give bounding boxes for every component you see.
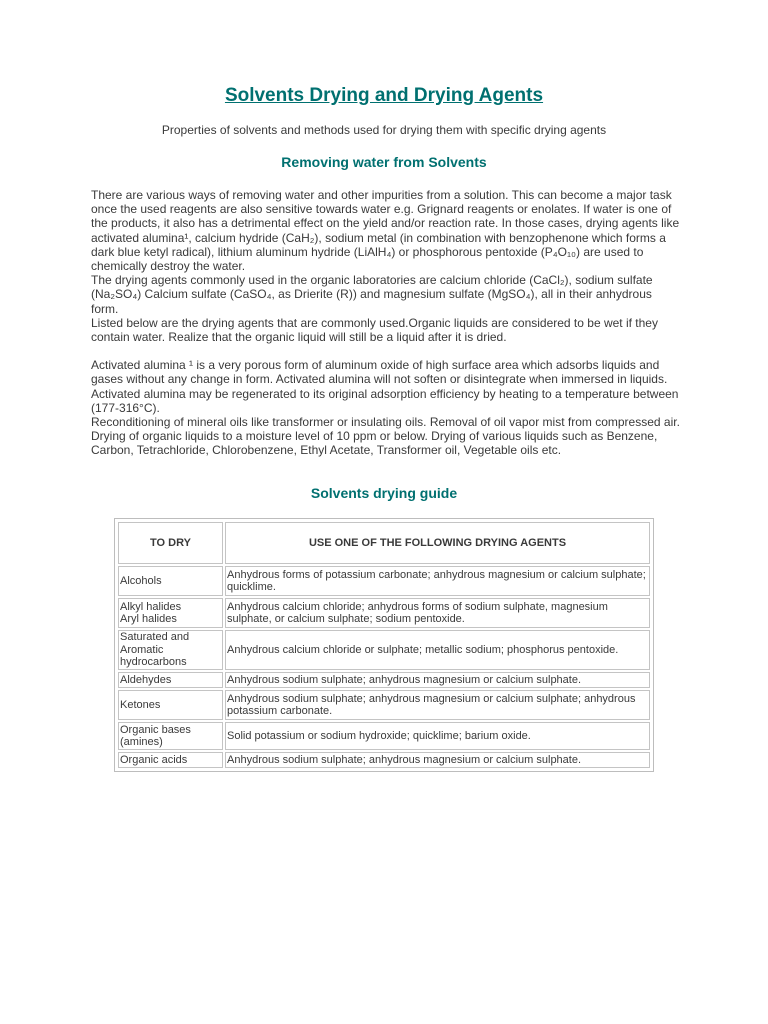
cell-to-dry: Organic acids xyxy=(118,752,223,768)
table-row xyxy=(118,722,650,750)
header-drying-agents: USE ONE OF THE FOLLOWING DRYING AGENTS xyxy=(225,522,650,564)
page-subtitle: Properties of solvents and methods used for drying them with specific drying agents xyxy=(161,123,607,137)
table-row xyxy=(118,630,650,670)
table-row xyxy=(118,566,650,596)
cell-agents: Anhydrous sodium sulphate; anhydrous magnesium or calcium sulphate. xyxy=(225,752,650,768)
cell-to-dry: Ketones xyxy=(118,690,223,720)
cell-agents: Anhydrous calcium chloride or sulphate; metallic sodium; phosphorus pentoxide. xyxy=(225,630,650,670)
table-row xyxy=(118,690,650,720)
paragraph-intro: There are various ways of removing water and other impurities from a solution. This can become a major task once the used reagents are also sensitive towards water e.g. Grignard reagents or enolates. If water is one of the products, it also has a detrimental effect on the yield and/or reaction rate. In those cases, drying agents like activated alumina¹, calcium hydride (CaH₂), sodium metal (in combination with benzophenone which forms a dark blue ketyl radical), lithium aluminum hydride (LiAlH₄) or phosphorous pentoxide (P₄O₁₀) are used to chemically destroy the water. xyxy=(91,188,680,274)
paragraph-reconditioning: Reconditioning of mineral oils like transformer or insulating oils. Removal of oil vapor mist from compressed air. Drying of organic liquids to a moisture level of 10 ppm or below. Drying of various liquids such as Benzene, Carbon, Tetrachloride, Chlorobenzene, Ethyl Acetate, Transformer oil, Vegetable oils etc. xyxy=(91,415,680,458)
cell-to-dry: Alkyl halides Aryl halides xyxy=(118,598,223,628)
header-to-dry: TO DRY xyxy=(118,522,223,564)
body-text xyxy=(91,188,681,458)
drying-guide-table xyxy=(114,518,654,772)
cell-to-dry: Alcohols xyxy=(118,566,223,596)
paragraph-activated-alumina: Activated alumina ¹ is a very porous form of aluminum oxide of high surface area which adsorbs liquids and gases without any change in form. Activated alumina will not soften or disintegrate when immersed in liquids. Activated alumina may be regenerated to its original adsorption efficiency by heating to a temperature between (177-316°C). xyxy=(91,358,679,415)
table-row xyxy=(118,598,650,628)
section-heading-drying-guide: Solvents drying guide xyxy=(310,485,458,501)
table-header-row xyxy=(118,522,650,564)
paragraph-listed-below: Listed below are the drying agents that are commonly used.Organic liquids are considered to be wet if they contain water. Realize that the organic liquid will still be a liquid after it is dried. xyxy=(91,315,658,345)
cell-agents: Anhydrous forms of potassium carbonate; anhydrous magnesium or calcium sulphate; quicklime. xyxy=(225,566,650,596)
table-row xyxy=(118,752,650,768)
paragraph-common-agents: The drying agents commonly used in the organic laboratories are calcium chloride (CaCl₂), sodium sulfate (Na₂SO₄) Calcium sulfate (CaSO₄, as Drierite (R)) and magnesium sulfate (MgSO₄), all in their anhydrous form. xyxy=(91,273,653,316)
cell-to-dry: Organic bases (amines) xyxy=(118,722,223,750)
page-title: Solvents Drying and Drying Agents xyxy=(224,85,544,106)
cell-agents: Anhydrous calcium chloride; anhydrous forms of sodium sulphate, magnesium sulphate, or calcium sulphate; sodium pentoxide. xyxy=(225,598,650,628)
cell-to-dry: Saturated and Aromatic hydrocarbons xyxy=(118,630,223,670)
cell-agents: Solid potassium or sodium hydroxide; quicklime; barium oxide. xyxy=(225,722,650,750)
cell-to-dry: Aldehydes xyxy=(118,672,223,688)
section-heading-removing-water: Removing water from Solvents xyxy=(281,154,487,170)
table-row xyxy=(118,672,650,688)
cell-agents: Anhydrous sodium sulphate; anhydrous magnesium or calcium sulphate. xyxy=(225,672,650,688)
cell-agents: Anhydrous sodium sulphate; anhydrous magnesium or calcium sulphate; anhydrous potassium carbonate. xyxy=(225,690,650,720)
